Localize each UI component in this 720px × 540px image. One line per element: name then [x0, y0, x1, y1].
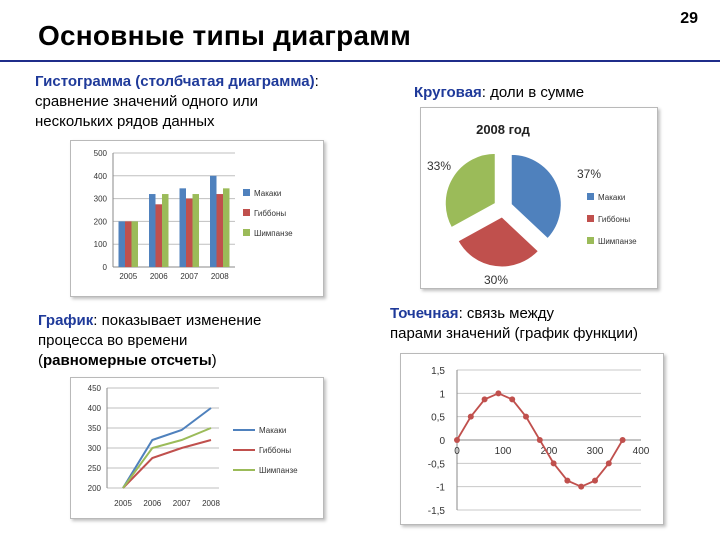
- legend-swatch: [243, 209, 250, 216]
- y-tick-label: 1: [439, 389, 445, 401]
- legend-label: Гиббоны: [259, 446, 292, 455]
- pie-chart-card: [420, 107, 658, 289]
- bar: [210, 176, 217, 267]
- line-chart-card: [70, 377, 324, 519]
- legend-label: Шимпанзе: [259, 466, 298, 475]
- line-chart: [71, 378, 323, 518]
- data-point: [578, 484, 584, 490]
- x-tick-label: 2006: [143, 499, 162, 508]
- data-point: [495, 390, 501, 396]
- data-point: [551, 460, 557, 466]
- legend-label: Гиббоны: [598, 215, 631, 224]
- y-tick-label: 300: [93, 194, 107, 204]
- bar: [125, 221, 132, 267]
- line-keyword: График: [38, 312, 94, 329]
- pie-title: 2008 год: [476, 122, 530, 137]
- slice-label: 33%: [426, 159, 452, 173]
- x-tick-label: 100: [494, 446, 512, 457]
- y-tick-label: -1,5: [427, 506, 445, 517]
- pie-slice: [458, 217, 538, 267]
- bar: [180, 188, 187, 267]
- bar-chart: [71, 141, 323, 296]
- scatter-rest: : связь между: [458, 305, 554, 322]
- y-tick-label: 200: [87, 484, 101, 493]
- legend-swatch: [587, 215, 594, 222]
- caption-pie: [414, 83, 584, 103]
- y-tick-label: 250: [87, 464, 101, 473]
- scatter-keyword: Точечная: [390, 305, 459, 322]
- legend-swatch: [587, 193, 594, 200]
- caption-histogram: [35, 72, 319, 132]
- histogram-keyword: Гистограмма (столбчатая диаграмма): [35, 73, 315, 90]
- y-tick-label: 400: [93, 171, 107, 181]
- line-line3-close: ): [211, 352, 217, 369]
- bar: [149, 194, 156, 267]
- x-tick-label: 2005: [114, 499, 132, 508]
- scatter-chart-card: [400, 353, 664, 525]
- x-tick-label: 2007: [180, 272, 199, 281]
- title-rule: [0, 60, 720, 62]
- y-tick-label: -0,5: [427, 459, 445, 471]
- y-tick-label: 0: [439, 436, 445, 447]
- page-number: 29: [680, 10, 698, 27]
- data-point: [592, 478, 598, 484]
- pie-slice: [511, 154, 561, 238]
- y-tick-label: 350: [87, 424, 101, 433]
- y-tick-label: 450: [87, 384, 101, 393]
- line-line3-bold: равномерные отсчеты: [43, 352, 212, 369]
- y-tick-label: 500: [93, 149, 107, 158]
- bar: [223, 188, 230, 267]
- slice-label: 37%: [576, 167, 602, 181]
- pie-chart: [421, 108, 657, 288]
- legend-swatch: [243, 229, 250, 236]
- bar: [217, 194, 224, 267]
- y-tick-label: 0: [102, 263, 107, 272]
- data-point: [620, 437, 626, 443]
- legend-swatch: [587, 237, 594, 244]
- bar: [186, 199, 193, 267]
- legend-swatch: [243, 189, 250, 196]
- x-tick-label: 2005: [119, 272, 138, 281]
- y-tick-label: 300: [87, 444, 101, 453]
- series-line: [123, 440, 211, 488]
- scatter-chart: [401, 354, 663, 524]
- x-tick-label: 300: [586, 446, 604, 457]
- data-point: [509, 396, 515, 402]
- series-line: [123, 428, 211, 488]
- line-rest: : показывает изменение: [93, 312, 262, 329]
- scatter-line2: парами значений (график функции): [390, 325, 639, 342]
- bar: [156, 204, 163, 267]
- data-point: [454, 437, 460, 443]
- data-point: [564, 478, 570, 484]
- x-tick-label: 2006: [149, 272, 168, 281]
- bar-chart-card: [70, 140, 324, 297]
- data-point: [523, 414, 529, 420]
- histogram-rest: :: [314, 73, 319, 90]
- pie-rest: : доли в сумме: [481, 84, 585, 101]
- bar: [119, 221, 126, 267]
- x-tick-label: 2008: [202, 499, 220, 508]
- bar: [162, 194, 169, 267]
- y-tick-label: 1,5: [431, 366, 445, 377]
- bar: [132, 221, 139, 267]
- data-point: [606, 460, 612, 466]
- legend-label: Шимпанзе: [598, 237, 637, 246]
- data-point: [537, 437, 543, 443]
- y-tick-label: 200: [93, 217, 107, 227]
- line-line3-open: (: [38, 352, 43, 369]
- x-tick-label: 400: [632, 446, 650, 457]
- x-tick-label: 2007: [172, 499, 191, 508]
- y-tick-label: 0,5: [431, 412, 445, 424]
- legend-label: Гиббоны: [254, 209, 287, 218]
- data-point: [468, 414, 474, 420]
- y-tick-label: -1: [436, 482, 445, 494]
- pie-slice: [445, 153, 495, 227]
- legend-label: Макаки: [259, 426, 287, 435]
- data-point: [482, 396, 488, 402]
- legend-label: Макаки: [254, 189, 282, 198]
- x-tick-label: 0: [454, 446, 460, 457]
- x-tick-label: 200: [540, 446, 558, 457]
- bar: [193, 194, 200, 267]
- caption-line: [38, 311, 261, 371]
- page-title: Основные типы диаграмм: [38, 20, 412, 51]
- legend-label: Макаки: [598, 193, 626, 202]
- y-tick-label: 100: [93, 240, 107, 250]
- caption-scatter: [390, 304, 638, 344]
- slice-label: 30%: [483, 273, 509, 287]
- histogram-line2: сравнение значений одного или: [35, 93, 259, 110]
- histogram-line3: нескольких рядов данных: [35, 113, 215, 130]
- y-tick-label: 400: [87, 404, 101, 413]
- legend-label: Шимпанзе: [254, 229, 293, 238]
- x-tick-label: 2008: [210, 272, 229, 281]
- pie-keyword: Круговая: [414, 84, 482, 101]
- line-line2: процесса во времени: [38, 332, 188, 349]
